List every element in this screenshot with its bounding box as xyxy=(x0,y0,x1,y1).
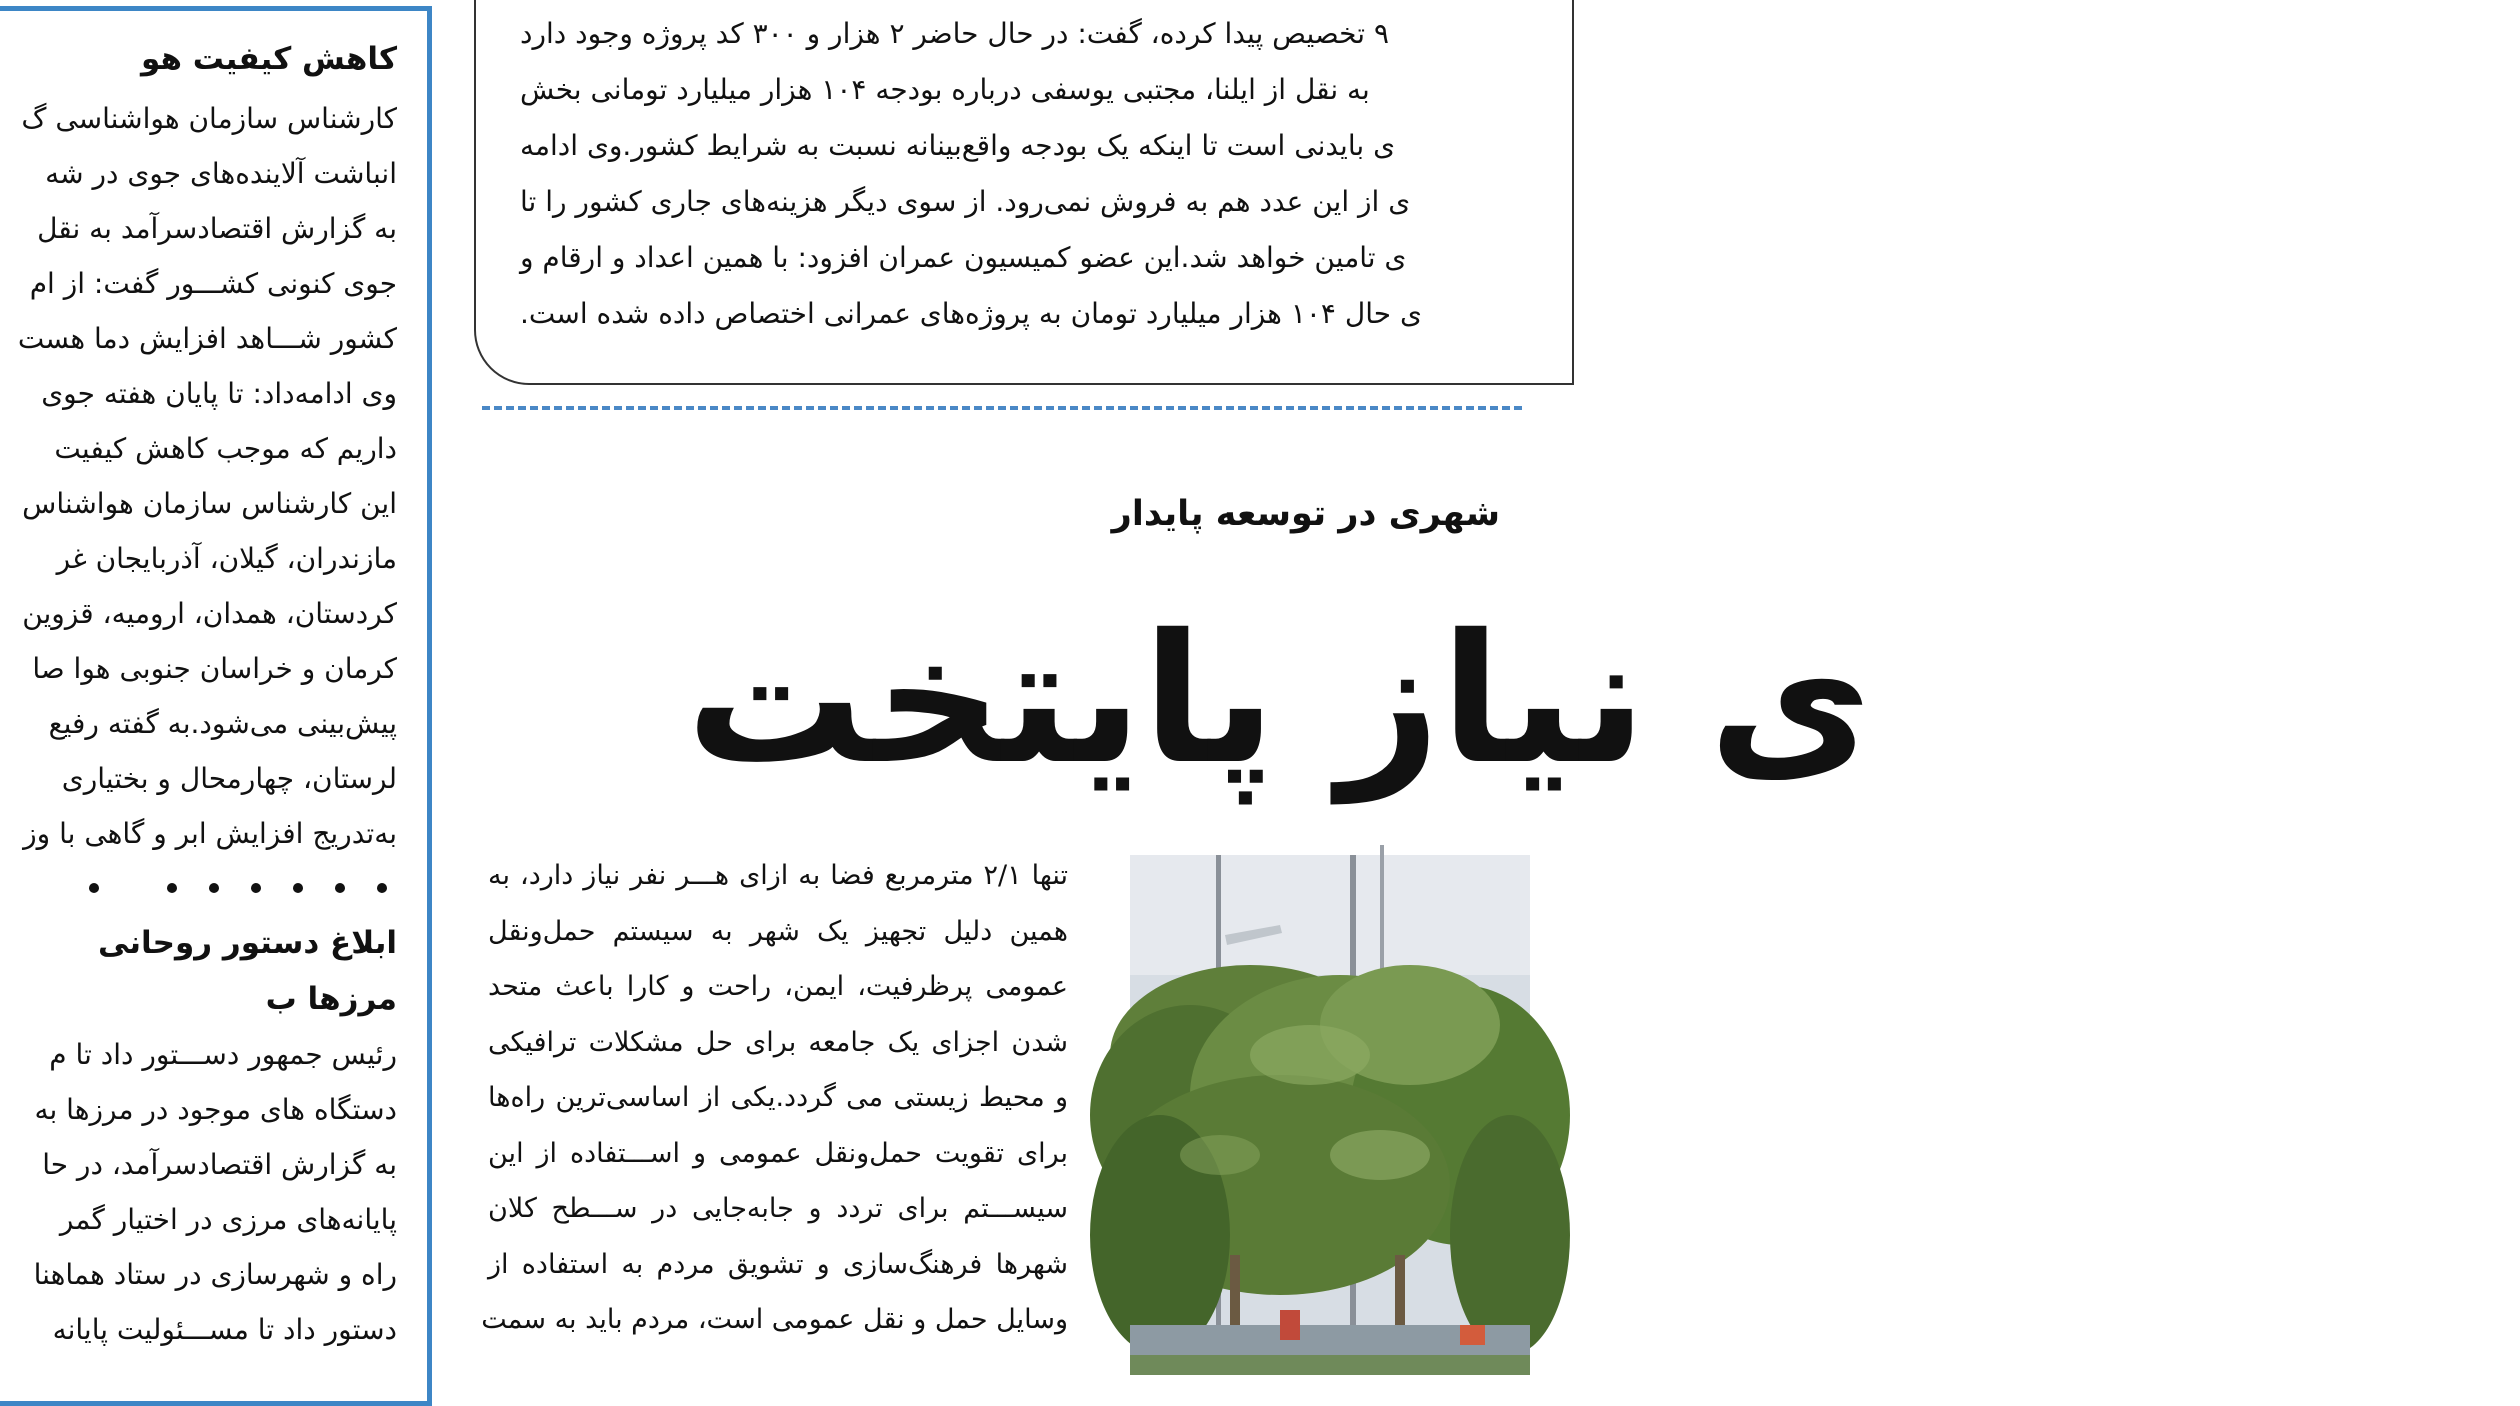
top-article-text xyxy=(520,6,2520,336)
sidebar-article-2 xyxy=(0,1027,397,1357)
sidebar-text-line: داریم که موجب کاهش کیفیت xyxy=(54,432,397,465)
top-article-box xyxy=(474,0,1574,385)
article-photo xyxy=(1130,855,1530,1375)
sidebar-content xyxy=(0,11,397,1357)
body-text-line: شدن اجزای یک جامعه برای حل مشکلات ترافیکی xyxy=(488,1026,1068,1058)
body-text-line: برای تقویت حمل‌ونقل عمومی و اســـتفاده از این xyxy=(488,1137,1068,1169)
sidebar-text-line: کشور شـــاهد افزایش دما هست xyxy=(17,322,397,355)
sidebar-text-line: راه و شهرسازی در ستاد هماهنا xyxy=(33,1258,397,1291)
top-article-text-line: به نقل از ایلنا، مجتبی یوسفی درباره بودجه ۱۰۴ هزار میلیارد تومانی بخش xyxy=(520,73,1370,106)
sidebar-text-line: انباشت آلاینده‌های جوی در شه xyxy=(45,157,397,190)
sidebar-article-1 xyxy=(0,91,397,861)
body-text-line: سیســـتم برای تردد و جابه‌جایی در ســـطح کلان xyxy=(488,1193,1068,1224)
sidebar-heading-border-order: ابلاغ دستور روحانی xyxy=(98,925,397,961)
sidebar-text-line: رئیس جمهور دســـتور داد تا م xyxy=(49,1038,397,1071)
article-kicker: شهری در توسعه پایدار xyxy=(1111,494,1500,534)
top-article-text-line: ی بایدنی است تا اینکه یک بودجه واقع‌بینانه نسبت به شرایط کشور.وی ادامه xyxy=(520,129,1395,162)
top-article-text-line: ی حال ۱۰۴ هزار میلیارد تومان به پروژه‌های عمرانی اختصاص داده شده است. xyxy=(520,297,1422,330)
sidebar-news-box xyxy=(0,6,432,1406)
sidebar-text-line: کردستان، همدان، ارومیه، قزوین xyxy=(22,597,397,630)
street-trees-image xyxy=(1130,855,1530,1375)
body-text-line: تنها ۲/۱ مترمربع فضا به ازای هـــر نفر نیاز دارد، به xyxy=(488,860,1068,891)
article-body xyxy=(481,848,1068,1348)
sidebar-heading-border-order-line2: مرزها ب xyxy=(265,981,397,1017)
body-text-line: و محیط زیستی می گردد.یکی از اساسی‌ترین راه‌ها xyxy=(488,1082,1068,1113)
body-text-line: همین دلیل تجهیز یک شهر به سیستم حمل‌ونقل xyxy=(488,915,1068,947)
sidebar-text-line: به گزارش اقتصادسرآمد، در حا xyxy=(42,1148,397,1181)
main-headline-text: ی نیاز پایتخت xyxy=(686,596,1872,803)
sidebar-text-line: لرستان، چهارمحال و بختیاری xyxy=(61,762,397,795)
top-article-text-line: ی از این عدد هم به فروش نمی‌رود. از سوی دیگر هزینه‌های جاری کشور را تا xyxy=(520,185,1411,218)
sidebar-text-line: به گزارش اقتصادسرآمد به نقل xyxy=(37,212,397,245)
sidebar-text-line: دستگاه های موجود در مرزها به xyxy=(34,1093,397,1126)
sidebar-text-line: دستور داد تا مســـئولیت پایانه‌ xyxy=(52,1313,397,1346)
sidebar-heading-air-quality: کاهش کیفیت هو xyxy=(141,41,397,77)
dashed-divider xyxy=(482,406,1522,410)
body-text-line: شهرها فرهنگ‌سازی و تشویق مردم به استفاده از xyxy=(488,1248,1068,1280)
body-text-line: عمومی پرظرفیت، ایمن، راحت و کارا باعث متحد xyxy=(488,971,1068,1002)
top-article-text-line: ۹ تخصیص پیدا کرده، گفت: در حال حاضر ۲ هزار و ۳۰۰ کد پروژه وجود دارد xyxy=(520,17,1389,50)
sidebar-text-line: به‌تدریج افزایش ابر و گاهی با وز xyxy=(23,817,397,850)
sidebar-text-line: کارشناس سازمان هواشناسی گ xyxy=(21,102,397,135)
sidebar-text-line: کرمان و خراسان جنوبی هوا صا xyxy=(32,652,397,685)
top-article-text-line: ی تامین خواهد شد.این عضو کمیسیون عمران افزود: با همین اعداد و ارقام و xyxy=(520,241,1407,274)
sidebar-text-line: جوی کنونی کشـــور گفت: از ام xyxy=(29,267,397,300)
sidebar-text-line: پیش‌بینی می‌شود.به گفته رفیع xyxy=(48,707,397,740)
sidebar-text-line: این کارشناس سازمان هواشناس xyxy=(22,487,397,520)
sidebar-text-line: وی ادامه‌داد: تا پایان هفته جوی xyxy=(41,377,397,410)
section-separator-dots xyxy=(0,861,397,915)
sidebar-text-line: پایانه‌های مرزی در اختیار گمر xyxy=(59,1203,397,1236)
main-headline xyxy=(686,596,1872,815)
sidebar-text-line: مازندران، گیلان، آذربایجان غر xyxy=(56,542,397,575)
body-text-line: وسایل حمل و نقل عمومی است، مردم باید به سمت xyxy=(481,1304,1068,1335)
